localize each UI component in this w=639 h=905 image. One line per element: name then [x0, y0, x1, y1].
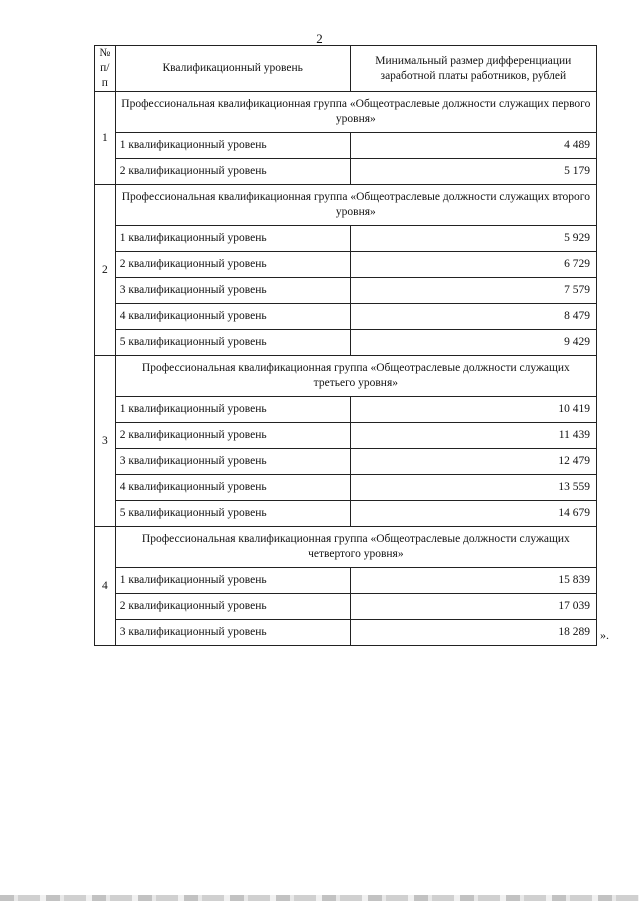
group-title: Профессиональная квалификационная группа «Общеотраслевые должности служащих четвертого уровня»	[115, 527, 596, 568]
scan-footer-strip	[0, 895, 639, 901]
table-row	[95, 252, 597, 278]
group-number: 2	[95, 185, 116, 356]
level-value: 5 179	[350, 159, 596, 185]
table-row	[95, 133, 597, 159]
group-title: Профессиональная квалификационная группа «Общеотраслевые должности служащих третьего уровня»	[115, 356, 596, 397]
table-header-row	[95, 46, 597, 92]
table-row	[95, 278, 597, 304]
closing-quote-mark: ».	[600, 628, 609, 642]
level-label: 2 квалификационный уровень	[115, 159, 350, 185]
group-title-row	[95, 185, 597, 226]
table-row	[95, 568, 597, 594]
level-label: 4 квалификационный уровень	[115, 304, 350, 330]
level-value: 17 039	[350, 594, 596, 620]
level-label: 5 квалификационный уровень	[115, 501, 350, 527]
level-label: 1 квалификационный уровень	[115, 133, 350, 159]
level-value: 5 929	[350, 226, 596, 252]
table-row	[95, 397, 597, 423]
level-label: 4 квалификационный уровень	[115, 475, 350, 501]
level-value: 12 479	[350, 449, 596, 475]
table-row	[95, 501, 597, 527]
table-row	[95, 423, 597, 449]
table-row	[95, 330, 597, 356]
table-row	[95, 226, 597, 252]
level-label: 1 квалификационный уровень	[115, 397, 350, 423]
group-number: 4	[95, 527, 116, 646]
level-value: 14 679	[350, 501, 596, 527]
level-label: 1 квалификационный уровень	[115, 568, 350, 594]
level-label: 3 квалификационный уровень	[115, 449, 350, 475]
level-value: 6 729	[350, 252, 596, 278]
level-label: 2 квалификационный уровень	[115, 423, 350, 449]
level-value: 7 579	[350, 278, 596, 304]
group-title: Профессиональная квалификационная группа «Общеотраслевые должности служащих первого уровня»	[115, 92, 596, 133]
level-value: 13 559	[350, 475, 596, 501]
group-number: 3	[95, 356, 116, 527]
group-title-row	[95, 527, 597, 568]
level-value: 4 489	[350, 133, 596, 159]
wage-differentiation-table	[94, 45, 597, 646]
table-row	[95, 475, 597, 501]
group-title: Профессиональная квалификационная группа «Общеотраслевые должности служащих второго уровня»	[115, 185, 596, 226]
page-number: 2	[316, 31, 323, 46]
header-value: Минимальный размер дифференциации заработной платы работников, рублей	[350, 46, 596, 92]
table-row	[95, 620, 597, 646]
level-label: 2 квалификационный уровень	[115, 594, 350, 620]
group-number: 1	[95, 92, 116, 185]
header-level: Квалификационный уровень	[115, 46, 350, 92]
group-title-row	[95, 356, 597, 397]
level-label: 3 квалификационный уровень	[115, 620, 350, 646]
level-label: 1 квалификационный уровень	[115, 226, 350, 252]
table-row	[95, 449, 597, 475]
level-value: 11 439	[350, 423, 596, 449]
level-label: 5 квалификационный уровень	[115, 330, 350, 356]
table-row	[95, 594, 597, 620]
level-value: 9 429	[350, 330, 596, 356]
header-number: № п/п	[95, 46, 116, 92]
level-label: 3 квалификационный уровень	[115, 278, 350, 304]
level-value: 18 289	[350, 620, 596, 646]
level-value: 10 419	[350, 397, 596, 423]
level-value: 8 479	[350, 304, 596, 330]
level-label: 2 квалификационный уровень	[115, 252, 350, 278]
table-row	[95, 159, 597, 185]
group-title-row	[95, 92, 597, 133]
level-value: 15 839	[350, 568, 596, 594]
table-row	[95, 304, 597, 330]
